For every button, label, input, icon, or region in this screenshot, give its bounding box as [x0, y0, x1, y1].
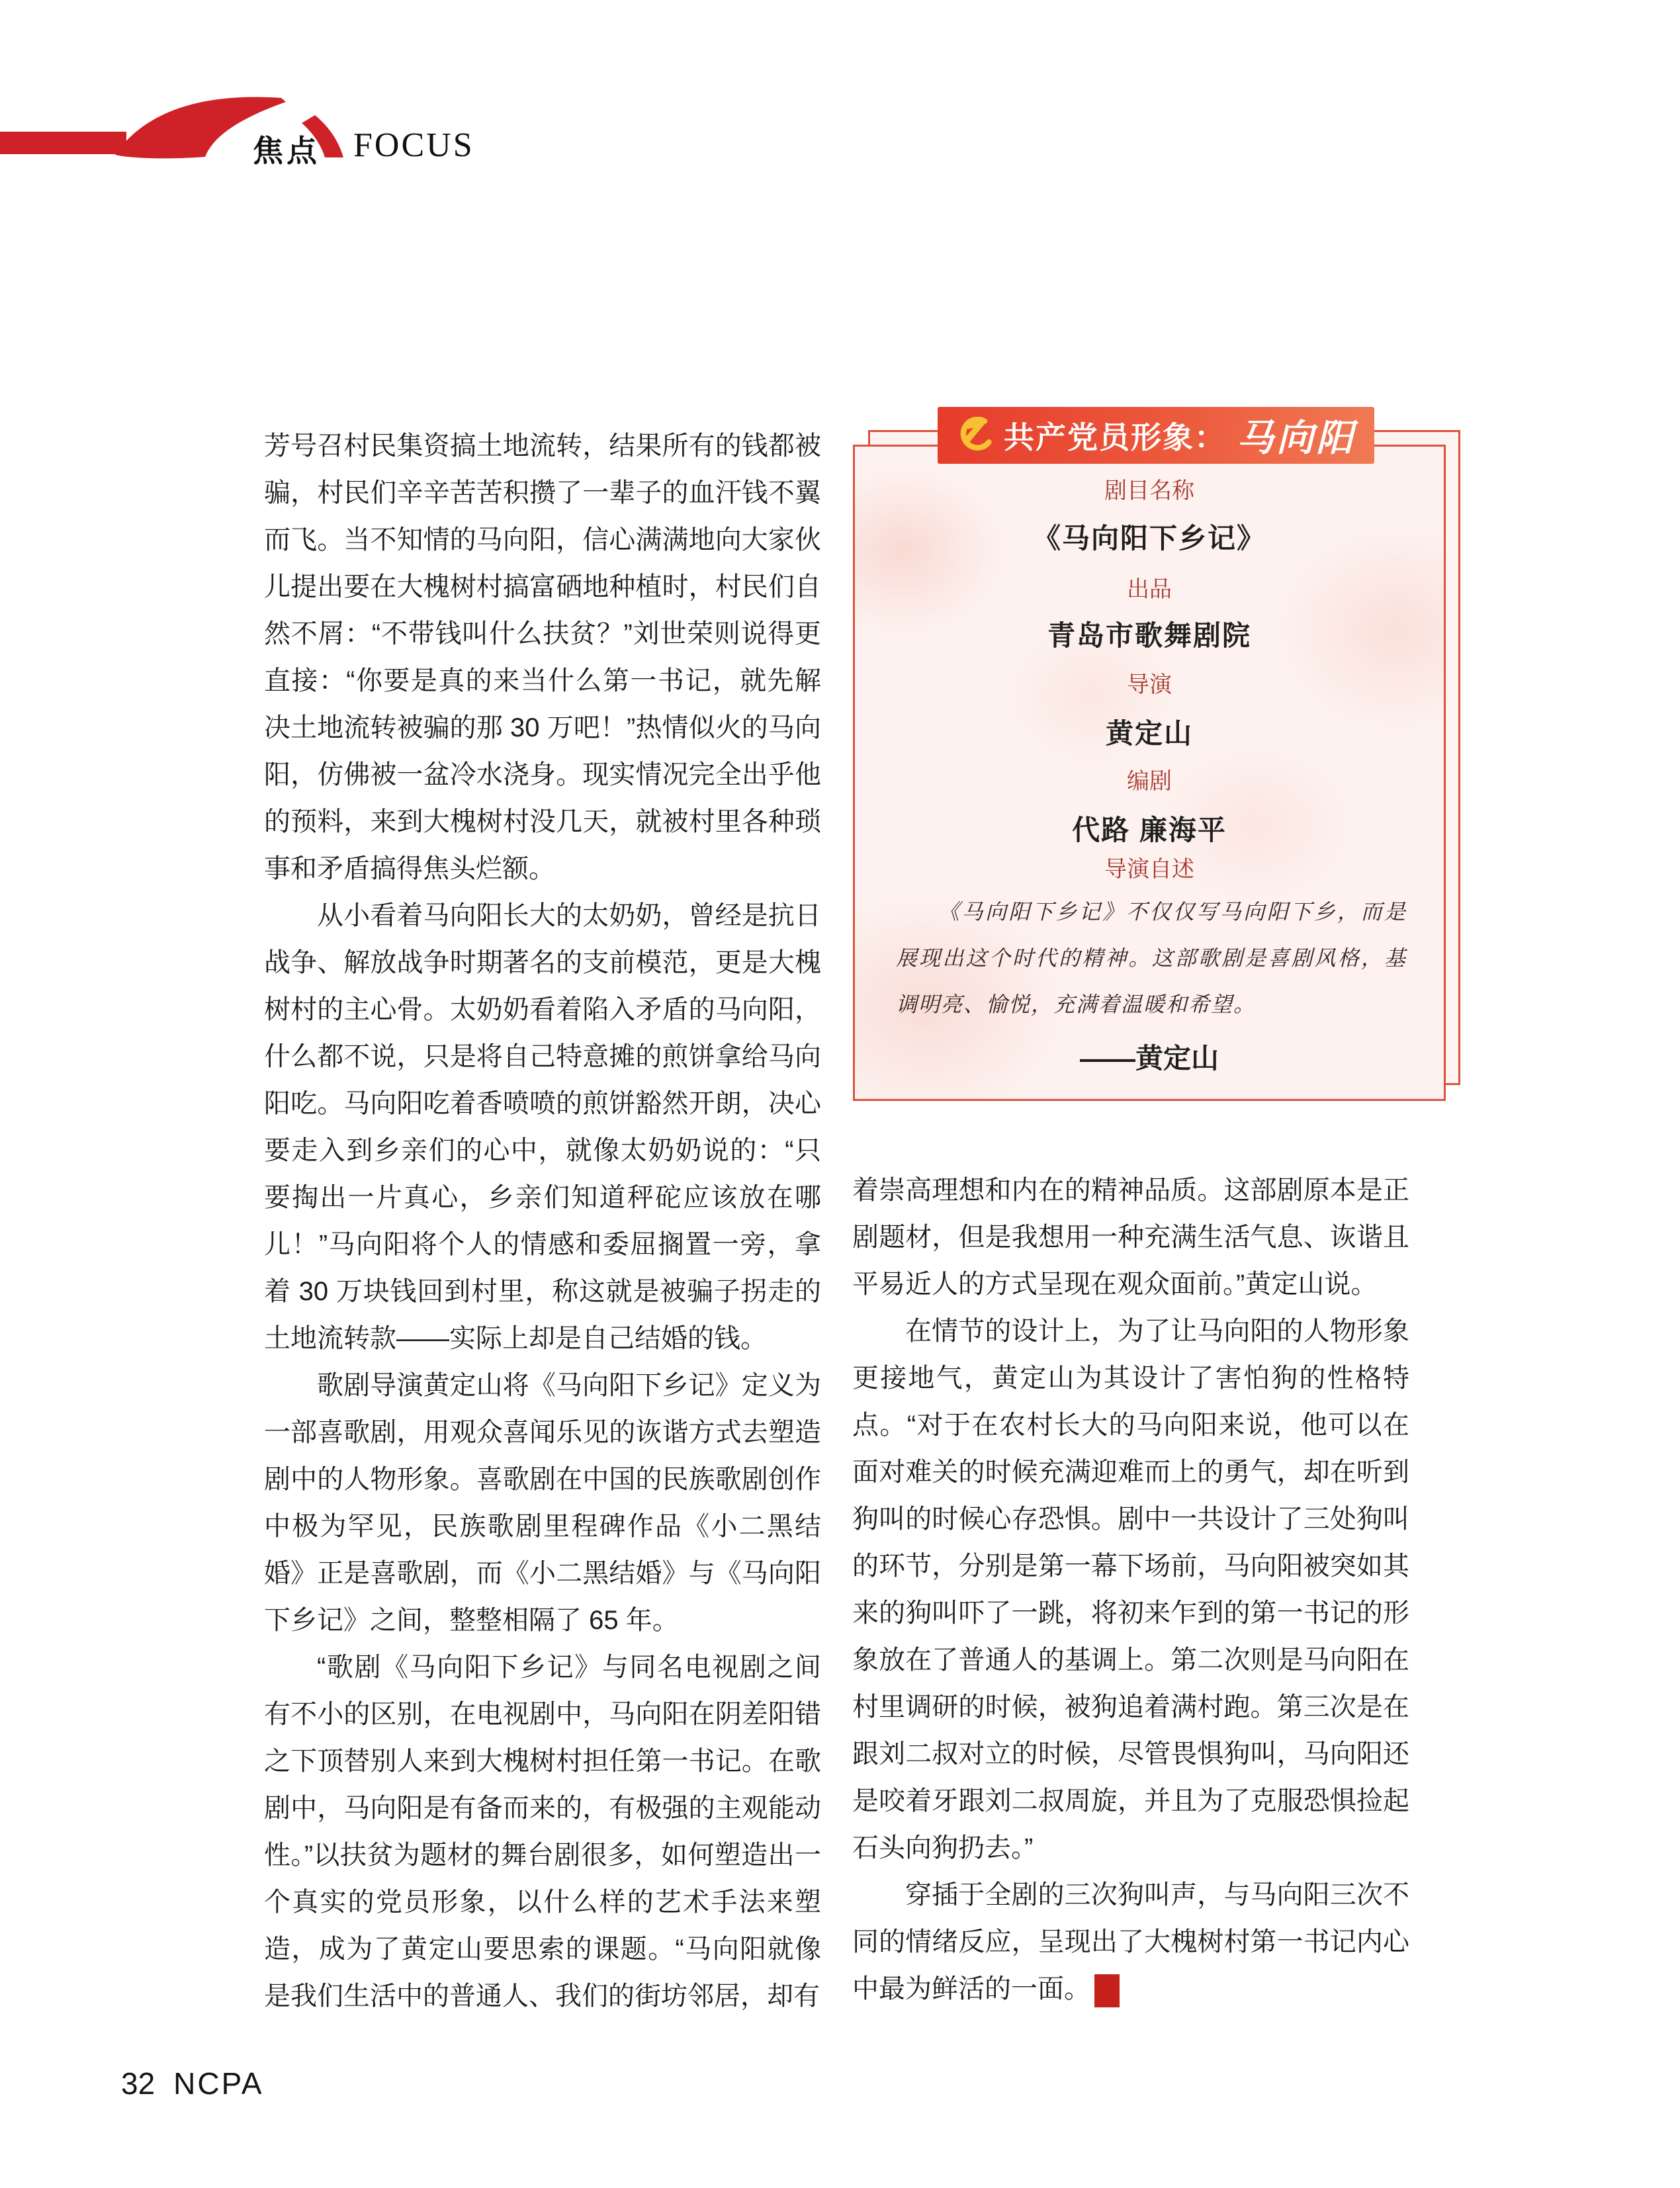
- paragraph: 芳号召村民集资搞土地流转，结果所有的钱都被骗，村民们辛辛苦苦积攒了一辈子的血汗钱不翼而飞。当不知情的马向阳，信心满满地向大家伙儿提出要在大槐树村搞富硒地种植时，村民们自然不屑：“不带钱叫什么扶贫？”刘世荣则说得更直接：“你要是真的来当什么第一书记，就先解决土地流转被骗的那 30 万吧！”热情似火的马向阳，仿佛被一盆冷水浇身。现实情况完全出乎他的预料，来到大槐树村没几天，就被村里各种琐事和矛盾搞得焦头烂额。: [264, 431, 821, 883]
- paragraph-text: 穿插于全剧的三次狗叫声，与马向阳三次不同的情绪反应，呈现出了大槐树村第一书记内心中最为鲜活的一面。: [852, 1880, 1409, 2003]
- infobox-card: [853, 445, 1446, 1101]
- journal-name: NCPA: [173, 2066, 264, 2101]
- field-value: 《马向阳下乡记》: [1032, 523, 1266, 554]
- field-label: 编剧: [1127, 769, 1172, 794]
- director-statement-quote: 《马向阳下乡记》不仅仅写马向阳下乡，而是展现出这个时代的精神。这部歌剧是喜剧风格，基调明亮、愉悦，充满着温暖和希望。: [896, 900, 1407, 1016]
- article-right-column: [852, 1167, 1409, 2013]
- paragraph: 着崇高理想和内在的精神品质。这部剧原本是正剧题材，但是我想用一种充满生活气息、诙谐且平易近人的方式呈现在观众面前。”黄定山说。: [852, 1176, 1409, 1299]
- field-value: 代路 廉海平: [1072, 814, 1227, 846]
- paragraph: 在情节的设计上，为了让马向阳的人物形象更接地气，黄定山为其设计了害怕狗的性格特点。“对于在农村长大的马向阳来说，他可以在面对难关的时候充满迎难而上的勇气，却在听到狗叫的时候心存恐惧。剧中一共设计了三处狗叫的环节，分别是第一幕下场前，马向阳被突如其来的狗叫吓了一跳，将初来乍到的第一书记的形象放在了普通人的基调上。第二次则是马向阳在村里调研的时候，被狗追着满村跑。第三次是在跟刘二叔对立的时候，尽管畏惧狗叫，马向阳还是咬着牙跟刘二叔周旋，并且为了克服恐惧捡起石头向狗扔去。”: [852, 1317, 1409, 1862]
- party-emblem-icon: [956, 417, 993, 454]
- field-label: 出品: [1127, 577, 1172, 602]
- page-footer: [121, 2066, 264, 2101]
- infobox-banner: [938, 407, 1374, 464]
- ncpa-end-seal: [1094, 1974, 1167, 2007]
- paragraph: 歌剧导演黄定山将《马向阳下乡记》定义为一部喜歌剧，用观众喜闻乐见的诙谐方式去塑造剧中的人物形象。喜歌剧在中国的民族歌剧创作中极为罕见，民族歌剧里程碑作品《小二黑结婚》正是喜歌剧，而《小二黑结婚》与《马向阳下乡记》之间，整整相隔了 65 年。: [264, 1371, 821, 1635]
- field-label: 导演: [1127, 672, 1172, 697]
- paragraph: 从小看着马向阳长大的太奶奶，曾经是抗日战争、解放战争时期著名的支前模范，更是大槐树村的主心骨。太奶奶看着陷入矛盾的马向阳，什么都不说，只是将自己特意摊的煎饼拿给马向阳吃。马向阳吃着香喷喷的煎饼豁然开朗，决心要走入到乡亲们的心中，就像太奶奶说的：“只要掏出一片真心，乡亲们知道秤砣应该放在哪儿！”马向阳将个人的情感和委屈搁置一旁，拿着 30 万块钱回到村里，称这就是被骗子拐走的土地流转款——实际上却是自己结婚的钱。: [264, 901, 821, 1353]
- field-value: 黄定山: [1105, 718, 1193, 749]
- banner-title: 共产党员形象：: [1004, 420, 1226, 455]
- field-label: 剧目名称: [1104, 478, 1194, 503]
- paragraph: “歌剧《马向阳下乡记》与同名电视剧之间有不小的区别，在电视剧中，马向阳在阴差阳错之下顶替别人来到大槐树村担任第一书记。在歌剧中，马向阳是有备而来的，有极强的主观能动性。”以扶贫为题材的舞台剧很多，如何塑造出一个真实的党员形象，以什么样的艺术手法来塑造，成为了黄定山要思索的课题。“马向阳就像是我们生活中的普通人、我们的街坊邻居，却有: [264, 1653, 821, 2011]
- page-number: 32: [121, 2066, 155, 2101]
- seal-line: NC: [1147, 1975, 1167, 1989]
- statement-attribution: ——黄定山: [1079, 1043, 1219, 1074]
- banner-name: 马向阳: [1237, 418, 1356, 459]
- seal-line: PA: [1147, 1991, 1165, 2005]
- field-value: 青岛市歌舞剧院: [1047, 620, 1251, 651]
- section-title-cn: 焦点: [253, 134, 320, 168]
- statement-label: 导演自述: [1104, 857, 1194, 882]
- article-left-column: [264, 423, 821, 2020]
- paragraph: [852, 1872, 1409, 2013]
- section-title-en: FOCUS: [353, 126, 474, 164]
